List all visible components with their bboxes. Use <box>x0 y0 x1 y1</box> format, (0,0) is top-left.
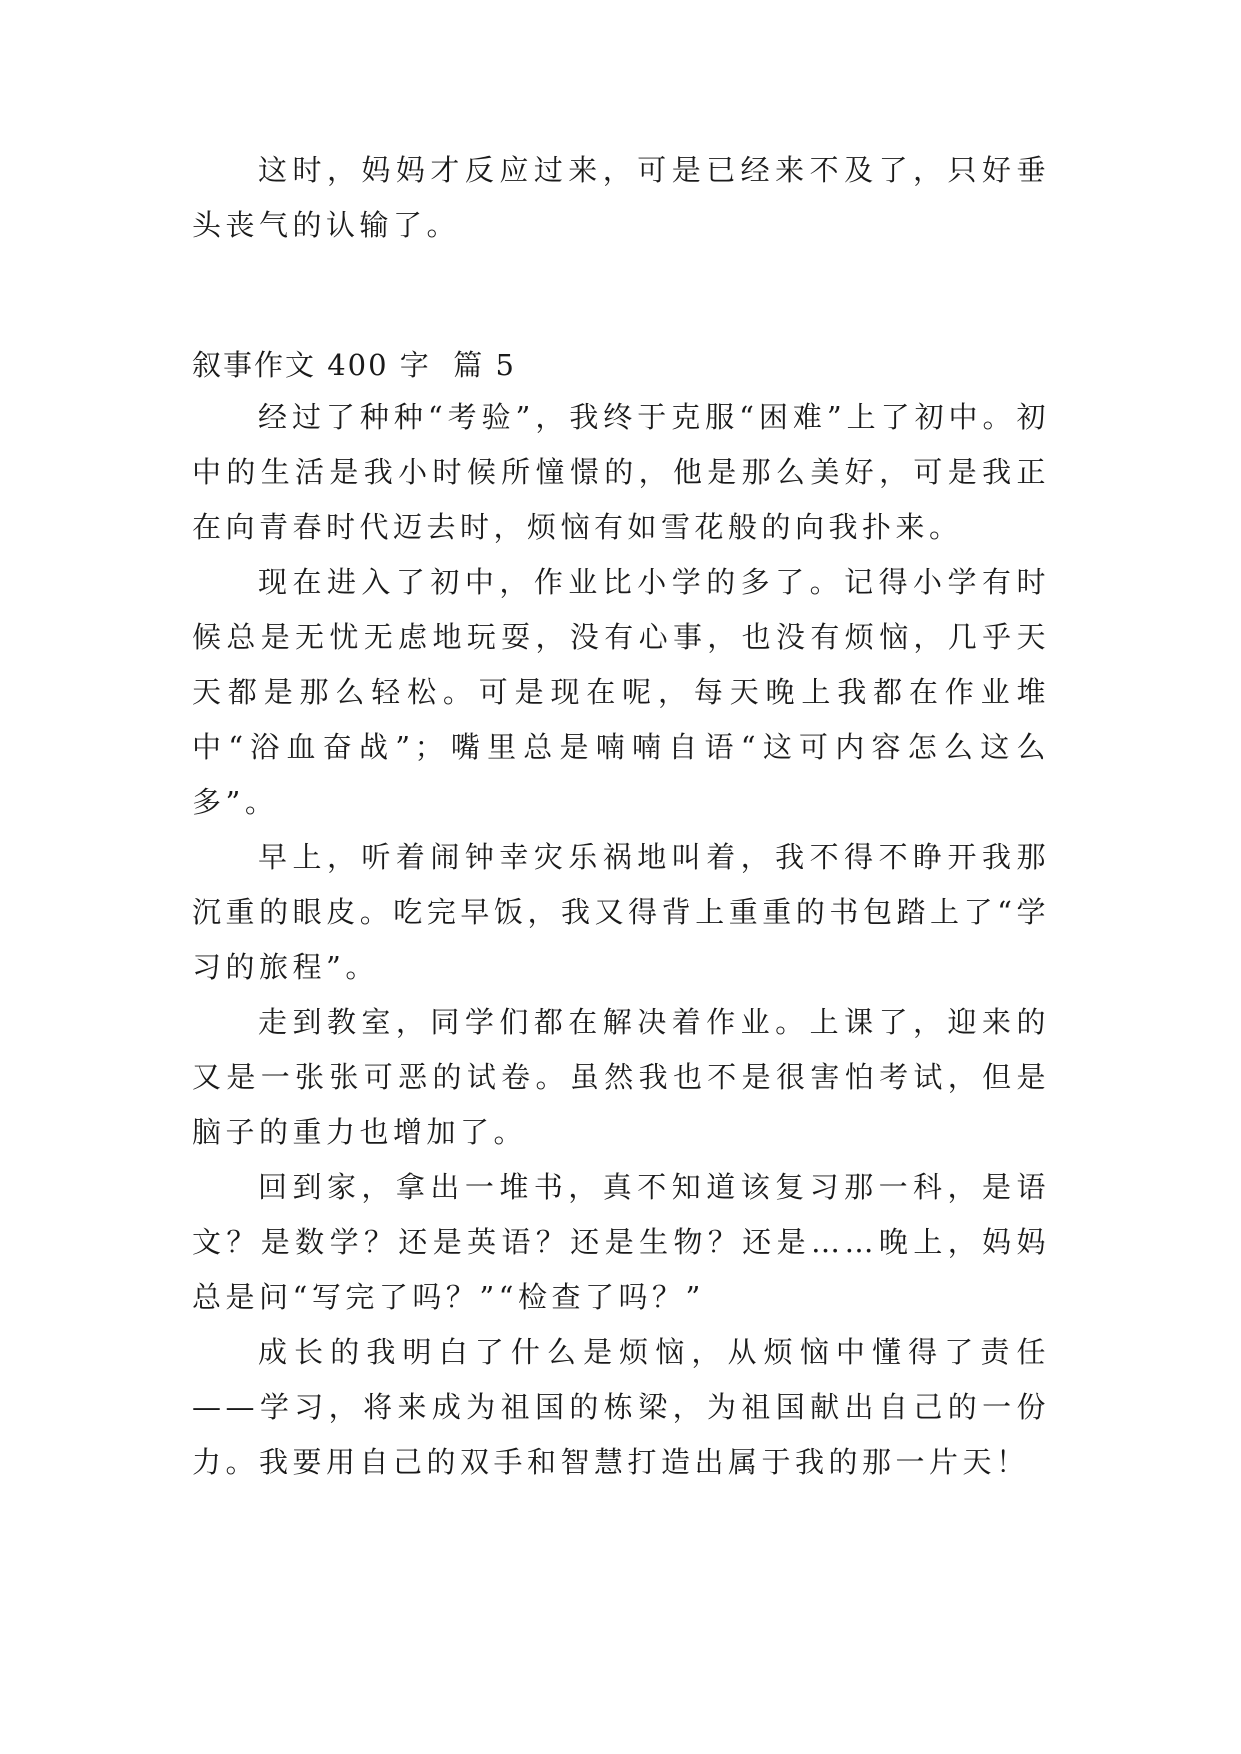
intro-paragraph: 这时，妈妈才反应过来，可是已经来不及了，只好垂头丧气的认输了。 <box>192 153 1050 242</box>
section-heading: 叙事作文 400 字 篇 5 <box>192 348 516 382</box>
essay-body <box>192 390 1050 1490</box>
paragraph-2: 现在进入了初中，作业比小学的多了。记得小学有时候总是无忧无虑地玩耍，没有心事，也没有烦恼，几乎天天都是那么轻松。可是现在呢，每天晚上我都在作业堆中“浴血奋战”；嘴里总是喃喃自语“这可内容怎么这么多”。 <box>192 565 1050 819</box>
paragraph-4: 走到教室，同学们都在解决着作业。上课了，迎来的又是一张张可恶的试卷。虽然我也不是很害怕考试，但是脑子的重力也增加了。 <box>192 1005 1050 1149</box>
paragraph-3: 早上，听着闹钟幸灾乐祸地叫着，我不得不睁开我那沉重的眼皮。吃完早饭，我又得背上重重的书包踏上了“学习的旅程”。 <box>192 840 1050 984</box>
paragraph-6: 成长的我明白了什么是烦恼，从烦恼中懂得了责任——学习，将来成为祖国的栋梁，为祖国献出自己的一份力。我要用自己的双手和智慧打造出属于我的那一片天！ <box>192 1335 1050 1479</box>
paragraph-5: 回到家，拿出一堆书，真不知道该复习那一科，是语文？是数学？还是英语？还是生物？还是……晚上，妈妈总是问“写完了吗？”“检查了吗？” <box>192 1170 1050 1314</box>
intro-block <box>192 143 1050 253</box>
paragraph-1: 经过了种种“考验”，我终于克服“困难”上了初中。初中的生活是我小时候所憧憬的，他是那么美好，可是我正在向青春时代迈去时，烦恼有如雪花般的向我扑来。 <box>192 400 1050 544</box>
